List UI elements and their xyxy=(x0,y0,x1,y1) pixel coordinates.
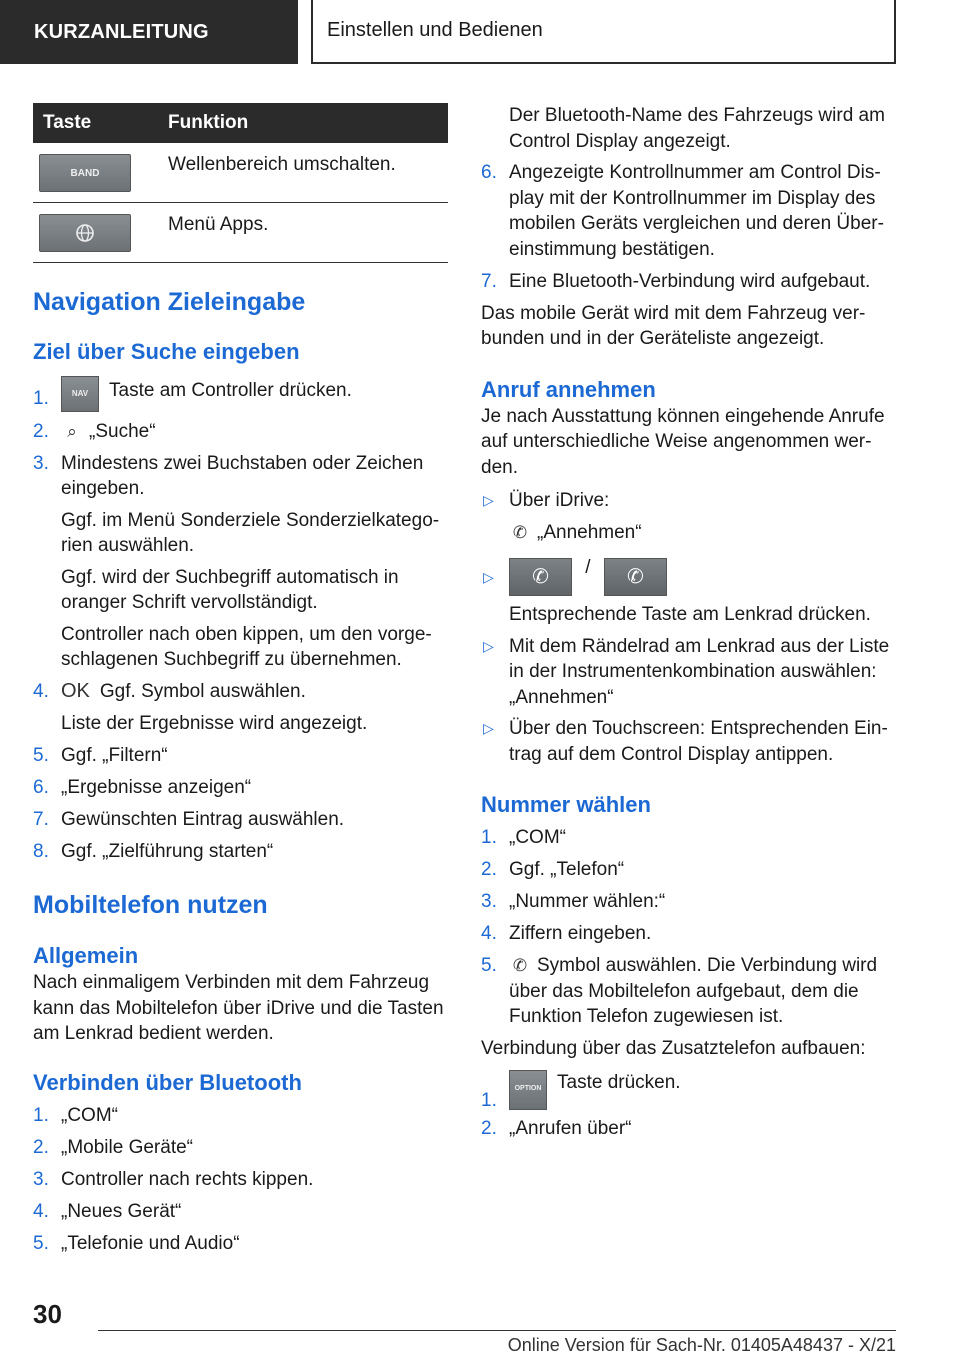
list-item: 7. Gewünschten Eintrag auswählen. xyxy=(33,808,345,830)
table-header xyxy=(33,103,448,143)
triangle-bullet-icon: ▷ xyxy=(483,569,494,585)
list-item: 2. Ggf. „Telefon“ xyxy=(481,859,625,880)
end-call-key-image: ✆ xyxy=(604,558,667,596)
list-item: 3. Mindestens zwei Buchstaben oder Zeichen eingeben. Ggf. im Menü Sonderziele Sonderzielkatego-rien auswählen. Ggf. wird der Suchbegriff automatisch in oranger Schrift vervollständigt. Controller nach oben kippen, um den vorge-schlagenen Suchbegriff zu übernehmen. xyxy=(33,452,440,670)
right-column xyxy=(481,103,899,1148)
bt-steps xyxy=(33,1103,448,1257)
list-item: 1. „COM“ xyxy=(481,827,566,848)
list-item: 6. Angezeigte Kontrollnummer am Control Dis-play mit der Kontrollnummer im Display des mobilen Geräts vergleichen und deren Über-einstimmung bestätigen. xyxy=(481,162,884,260)
phone-icon: ✆ xyxy=(512,956,528,975)
nav-heading: Navigation Zieleingabe xyxy=(33,288,306,316)
call-options xyxy=(481,488,899,767)
list-item: 4. Ziffern eingeben. xyxy=(481,923,652,944)
list-item: 7. Eine Bluetooth-Verbindung wird aufgebaut. xyxy=(481,270,871,292)
search-icon: ⌕ xyxy=(67,421,77,441)
nav-steps xyxy=(33,376,448,864)
col-key-header: Taste xyxy=(43,112,92,133)
triangle-bullet-icon: ▷ xyxy=(483,720,494,736)
apps-key-image xyxy=(39,214,131,252)
nav-subheading: Ziel über Suche eingeben xyxy=(33,339,300,364)
call-text: Je nach Ausstattung können eingehende Anrufe auf unterschiedliche Weise angenommen wer-den. xyxy=(481,405,885,478)
bt-continuation-text: Der Bluetooth-Name des Fahrzeugs wird am Control Display angezeigt. xyxy=(509,105,885,152)
mobile-heading: Mobiltelefon nutzen xyxy=(33,891,268,919)
dial-steps xyxy=(481,825,899,1030)
bt-subheading: Verbinden über Bluetooth xyxy=(33,1069,302,1095)
section-tab: KURZANLEITUNG xyxy=(0,0,298,64)
extra-phone-text: Verbindung über das Zusatztelefon aufbauen: xyxy=(481,1038,866,1059)
table-cell-function: Menü Apps. xyxy=(168,214,269,235)
footer-online-version: Online Version für Sach-Nr. 01405A48437 - X/21 xyxy=(507,1335,896,1355)
list-item: ▷ Mit dem Rändelrad am Lenkrad aus der Liste in der Instrumentenkombination auswählen: „Annehmen“ xyxy=(483,635,890,708)
page-number: 30 xyxy=(33,1299,62,1329)
list-item: 1. „COM“ xyxy=(33,1104,118,1126)
table-cell-function: Wellenbereich umschalten. xyxy=(168,154,396,175)
list-item: ▷ Über den Touchscreen: Entsprechenden Ein-trag auf dem Control Display antippen. xyxy=(483,718,888,765)
nav-key-image: NAV xyxy=(61,376,99,412)
triangle-bullet-icon: ▷ xyxy=(483,637,494,654)
list-item: 2. „Mobile Geräte“ xyxy=(33,1136,193,1158)
list-item: ▷ Über iDrive: ✆ „Annehmen“ xyxy=(481,488,899,545)
list-item: 4. OK Ggf. Symbol auswählen. Liste der Ergebnisse wird angezeigt. xyxy=(33,680,368,734)
table-row xyxy=(33,203,448,263)
general-text: Nach einmaligem Verbinden mit dem Fahrzeug kann das Mobiltelefon über iDrive und die Tasten am Lenkrad bedient werden. xyxy=(33,972,444,1044)
list-item: 5. „Telefonie und Audio“ xyxy=(33,1232,240,1254)
apps-globe-icon xyxy=(75,223,95,243)
left-column xyxy=(33,103,448,1263)
option-key-image: OPTION xyxy=(509,1070,547,1110)
list-item: 3. Controller nach rechts kippen. xyxy=(33,1168,314,1190)
list-item: 1. NAV Taste am Controller drücken. xyxy=(33,376,448,412)
list-item: 5. ✆ Symbol auswählen. Die Verbindung wird über das Mobiltelefon aufgebaut, dem die Funktion Telefon zugewiesen ist. xyxy=(481,955,878,1027)
call-heading: Anruf annehmen xyxy=(481,376,656,402)
band-key-image: BAND xyxy=(39,154,131,192)
phone-icon: ✆ xyxy=(512,522,528,542)
col-func-header: Funktion xyxy=(168,112,249,133)
list-item: 5. Ggf. „Filtern“ xyxy=(33,744,168,766)
list-item: 4. „Neues Gerät“ xyxy=(33,1200,182,1222)
ok-icon: OK xyxy=(61,680,90,702)
general-subheading: Allgemein xyxy=(33,943,139,968)
list-item: 8. Ggf. „Zielführung starten“ xyxy=(33,840,274,862)
list-item: 2. „Anrufen über“ xyxy=(481,1118,632,1139)
list-item: 2. ⌕ „Suche“ xyxy=(33,419,448,445)
extra-steps xyxy=(481,1070,899,1142)
triangle-bullet-icon: ▷ xyxy=(483,492,494,508)
table-row xyxy=(33,143,448,203)
list-item: ▷ ✆ / ✆ Entsprechende Taste am Lenkrad drücken. xyxy=(483,557,871,625)
bt-result-text: Das mobile Gerät wird mit dem Fahrzeug ver-bunden und in der Geräteliste angezeigt. xyxy=(481,302,866,349)
list-item: 3. „Nummer wählen:“ xyxy=(481,891,666,912)
list-item: 6. „Ergebnisse anzeigen“ xyxy=(33,776,252,798)
bt-steps-continued xyxy=(481,160,899,294)
accept-call-key-image: ✆ xyxy=(509,558,572,596)
list-item: 1. OPTION Taste drücken. xyxy=(481,1071,681,1111)
dial-heading: Nummer wählen xyxy=(481,792,651,817)
chapter-title: Einstellen und Bedienen xyxy=(311,0,896,64)
